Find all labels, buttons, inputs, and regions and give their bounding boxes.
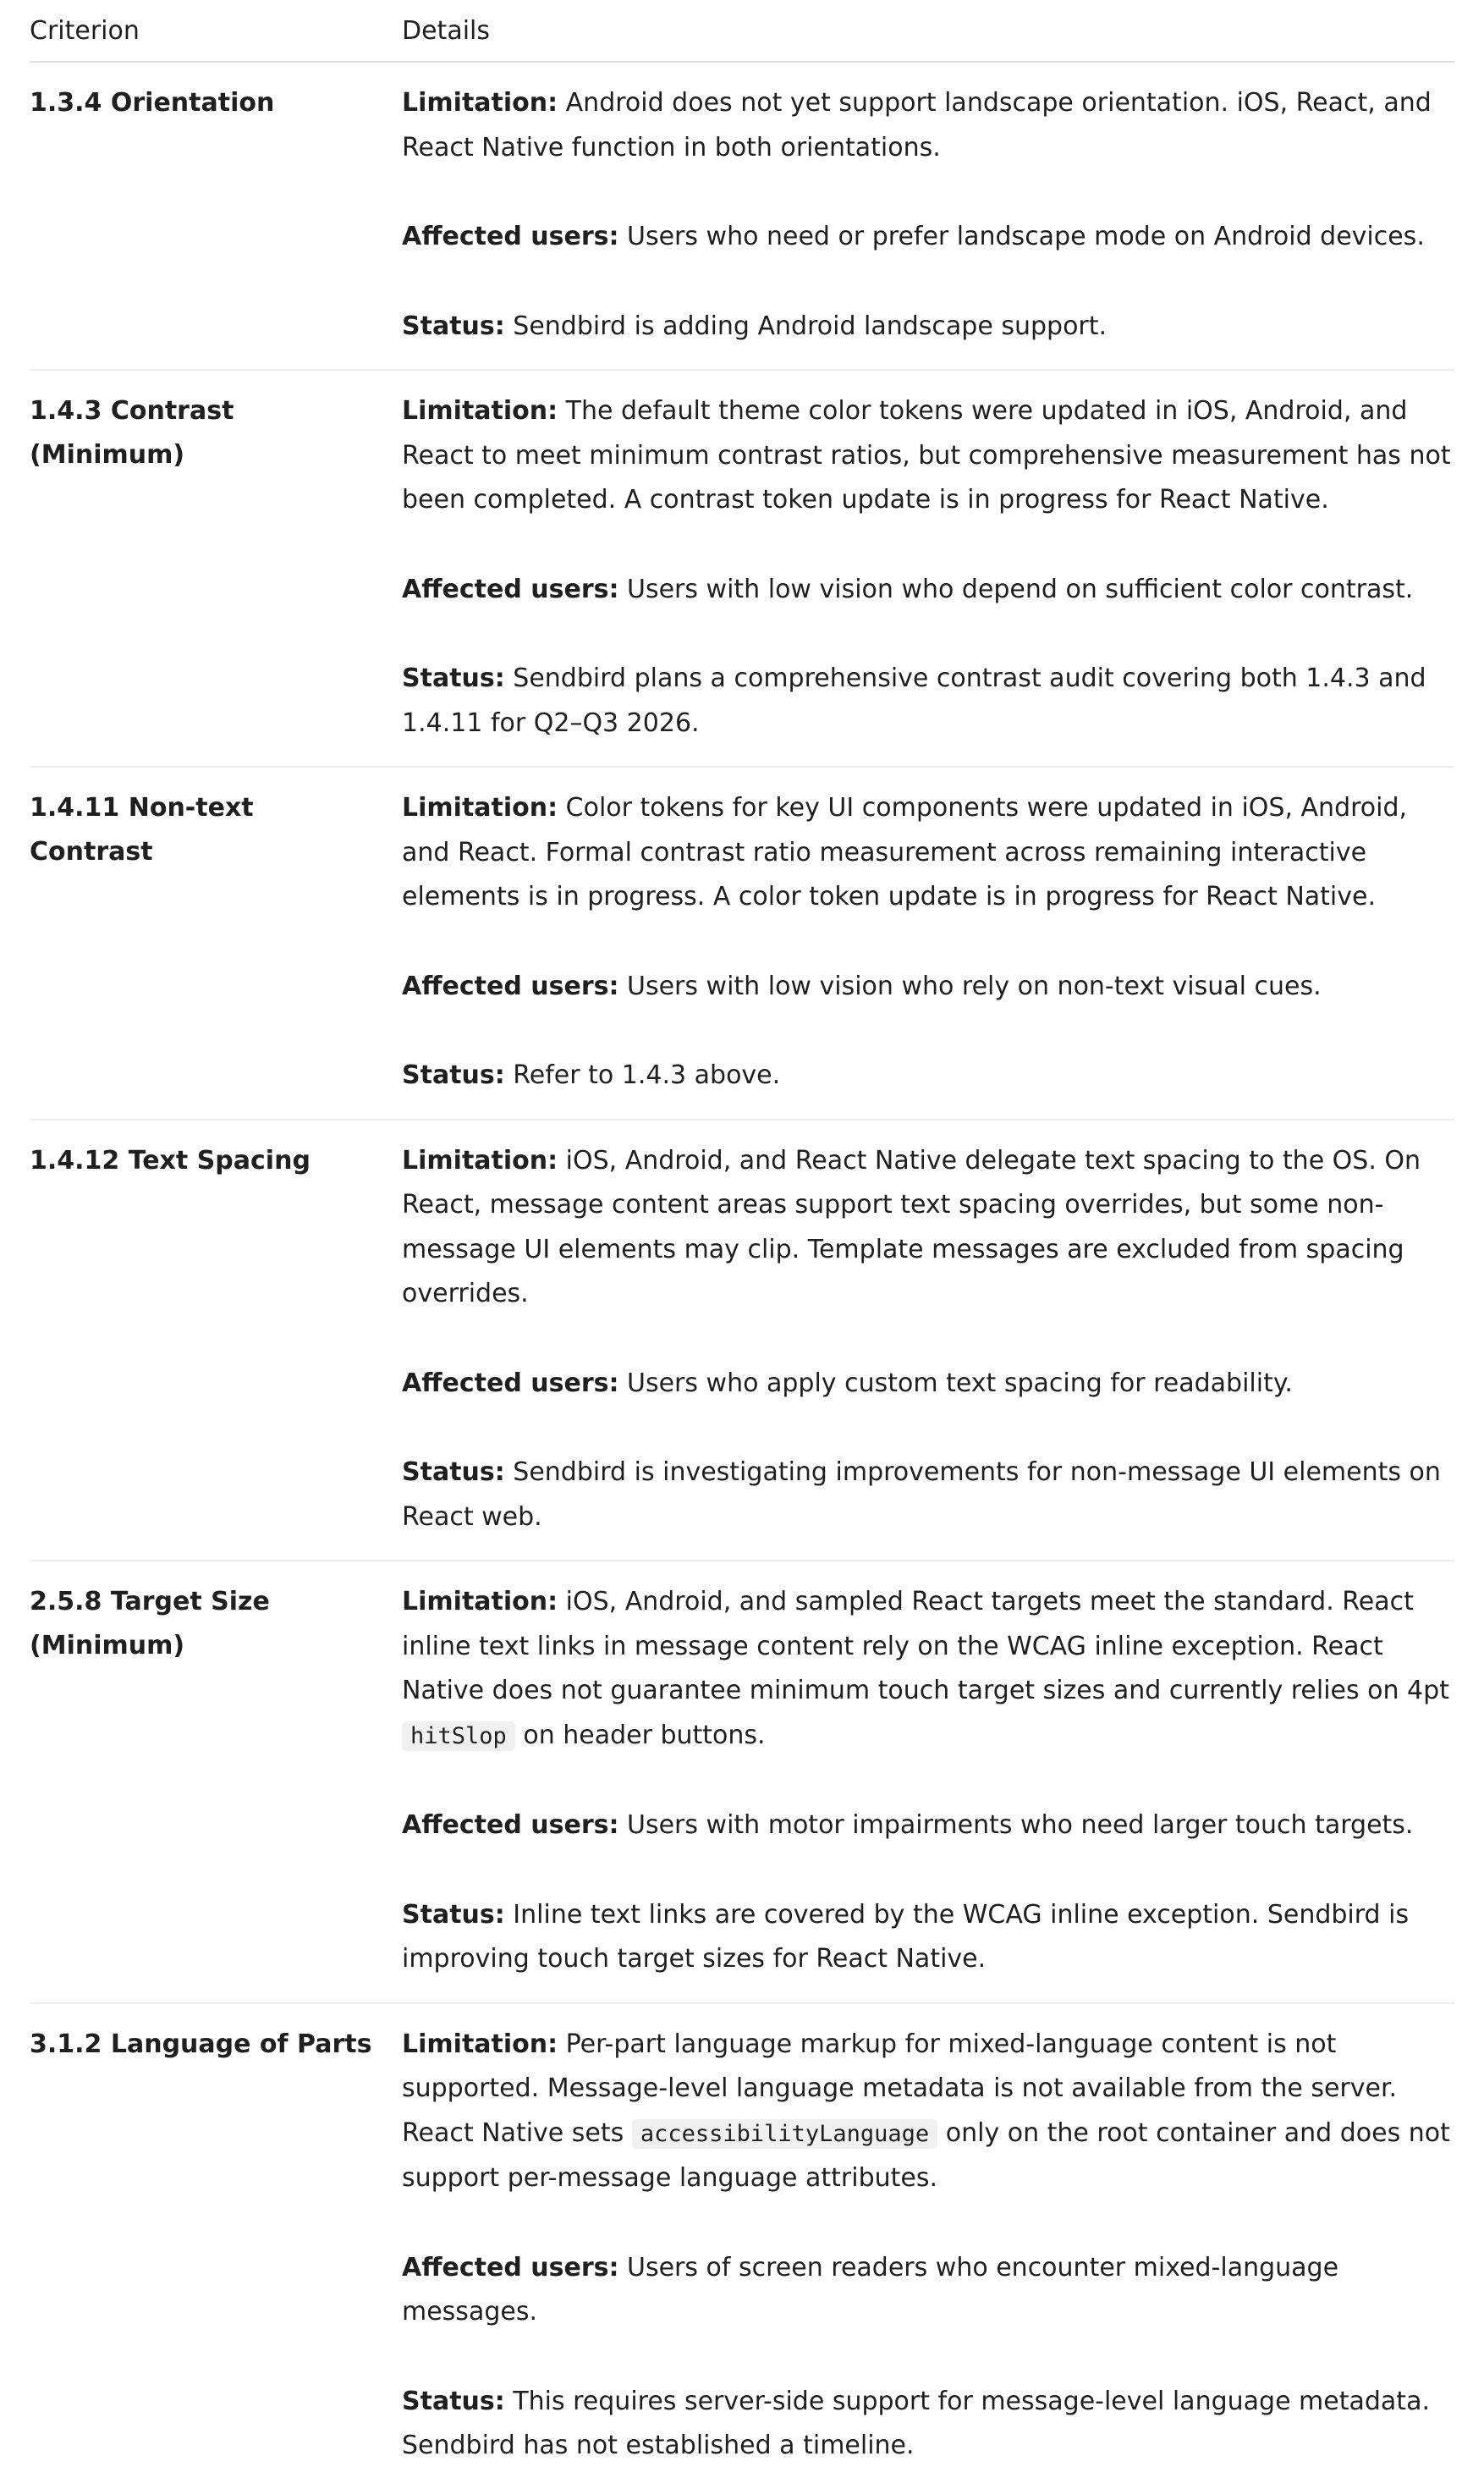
status-label: Status: [402,2386,505,2416]
criterion-column-header: Criterion [30,0,402,62]
details-column-header: Details [402,0,1454,62]
limitation-label: Limitation: [402,2029,558,2059]
details-cell [402,370,1454,767]
affected-users-text: Users who apply custom text spacing for readability. [618,1368,1293,1398]
affected-users-paragraph [402,1362,1454,1407]
status-label: Status: [402,664,505,693]
limitation-label: Limitation: [402,1145,558,1176]
affected-users-label: Affected users: [402,1810,619,1840]
affected-users-paragraph [402,2246,1454,2335]
table-row [30,2003,1454,2489]
status-paragraph [402,1054,1454,1099]
limitation-label: Limitation: [402,1587,558,1616]
affected-users-label: Affected users: [402,2252,619,2283]
details-cell [402,767,1454,1120]
table-row [30,1561,1454,2003]
affected-users-label: Affected users: [402,222,619,251]
status-text: Sendbird is adding Android landscape support. [504,311,1108,341]
affected-users-paragraph [402,1803,1454,1848]
status-paragraph [402,657,1454,746]
limitation-label: Limitation: [402,88,558,118]
affected-users-paragraph [402,215,1454,260]
inline-code: hitSlop [402,1721,515,1751]
status-text: Sendbird plans a comprehensive contrast audit covering both 1.4.3 and 1.4.11 for Q2–Q3 2026. [402,664,1426,738]
limitation-paragraph [402,81,1454,170]
limitations-table [30,0,1454,2489]
limitation-paragraph [402,389,1454,523]
criterion-cell: 1.3.4 Orientation [30,62,402,370]
limitation-text: iOS, Android, and sampled React targets meet the standard. React inline text links in message content rely on the WCAG inline exception. React Native does not guarantee minimum touch target sizes and currently relies on 4pt [402,1587,1449,1705]
table-body [30,62,1454,2489]
criterion-cell: 2.5.8 Target Size (Minimum) [30,1561,402,2003]
status-paragraph [402,1451,1454,1539]
criterion-cell: 3.1.2 Language of Parts [30,2029,372,2059]
affected-users-label: Affected users: [402,971,619,1001]
status-paragraph [402,2380,1454,2469]
limitation-text: The default theme color tokens were updated in iOS, Android, and React to meet minimum contrast ratios, but comprehensive measurement has not been completed. A contrast token update is in progress for React Native. [402,396,1451,515]
status-text: Sendbird is investigating improvements for non-message UI elements on React web. [402,1457,1441,1532]
limitation-paragraph [402,786,1454,920]
status-label: Status: [402,1457,505,1487]
status-text: Inline text links are covered by the WCAG inline exception. Sendbird is improving touch target sizes for React Native. [402,1899,1410,1974]
affected-users-paragraph [402,568,1454,613]
affected-users-label: Affected users: [402,574,619,604]
criterion-cell: 1.4.3 Contrast (Minimum) [30,370,402,767]
limitation-text: only on the root container and does not support per-message language attributes. [402,2117,1450,2193]
status-label: Status: [402,311,505,341]
affected-users-label: Affected users: [402,1368,619,1398]
limitation-paragraph [402,1580,1454,1759]
limitation-label: Limitation: [402,793,558,823]
table-row [30,370,1454,767]
affected-users-paragraph [402,965,1454,1010]
status-text: This requires server-side support for message-level language metadata. Sendbird has not established a timeline. [402,2386,1430,2460]
limitation-text: on header buttons. [514,1720,766,1750]
limitation-text: Per-part language markup for mixed-language content is not supported. Message-level language metadata is not available from the server. React Native sets [402,2029,1398,2148]
details-cell [402,2003,1454,2489]
table-row [30,1120,1454,1561]
affected-users-text: Users who need or prefer landscape mode on Android devices. [618,222,1425,251]
table-header-row [30,0,1454,62]
criterion-cell: 1.4.12 Text Spacing [30,1120,402,1561]
details-cell [402,1120,1454,1561]
affected-users-text: Users with low vision who rely on non-text visual cues. [618,971,1322,1001]
details-cell [402,1561,1454,2003]
table-row [30,62,1454,370]
limitation-paragraph [402,1139,1454,1317]
affected-users-text: Users of screen readers who encounter mixed-language messages. [402,2252,1339,2327]
table-row [30,767,1454,1120]
limitation-paragraph [402,2023,1454,2201]
details-cell [402,62,1454,370]
affected-users-text: Users with low vision who depend on sufficient color contrast. [618,574,1414,604]
limitation-label: Limitation: [402,396,558,426]
limitation-text: iOS, Android, and React Native delegate text spacing to the OS. On React, message content areas support text spacing overrides, but some non-message UI elements may clip. Template messages are excluded from spacing overrides. [402,1145,1421,1308]
limitation-text: Color tokens for key UI components were updated in iOS, Android, and React. Formal contrast ratio measurement across remaining interactive elements is in progress. A color token update is in progress for React Native. [402,793,1408,911]
affected-users-text: Users with motor impairments who need larger touch targets. [618,1810,1414,1840]
status-text: Refer to 1.4.3 above. [504,1060,781,1090]
criterion-cell: 1.4.11 Non-text Contrast [30,767,402,1120]
status-label: Status: [402,1899,505,1930]
status-label: Status: [402,1060,505,1090]
limitation-text: Android does not yet support landscape orientation. iOS, React, and React Native function in both orientations. [402,88,1432,162]
status-paragraph [402,305,1454,350]
inline-code: accessibilityLanguage [632,2119,937,2149]
status-paragraph [402,1893,1454,1982]
